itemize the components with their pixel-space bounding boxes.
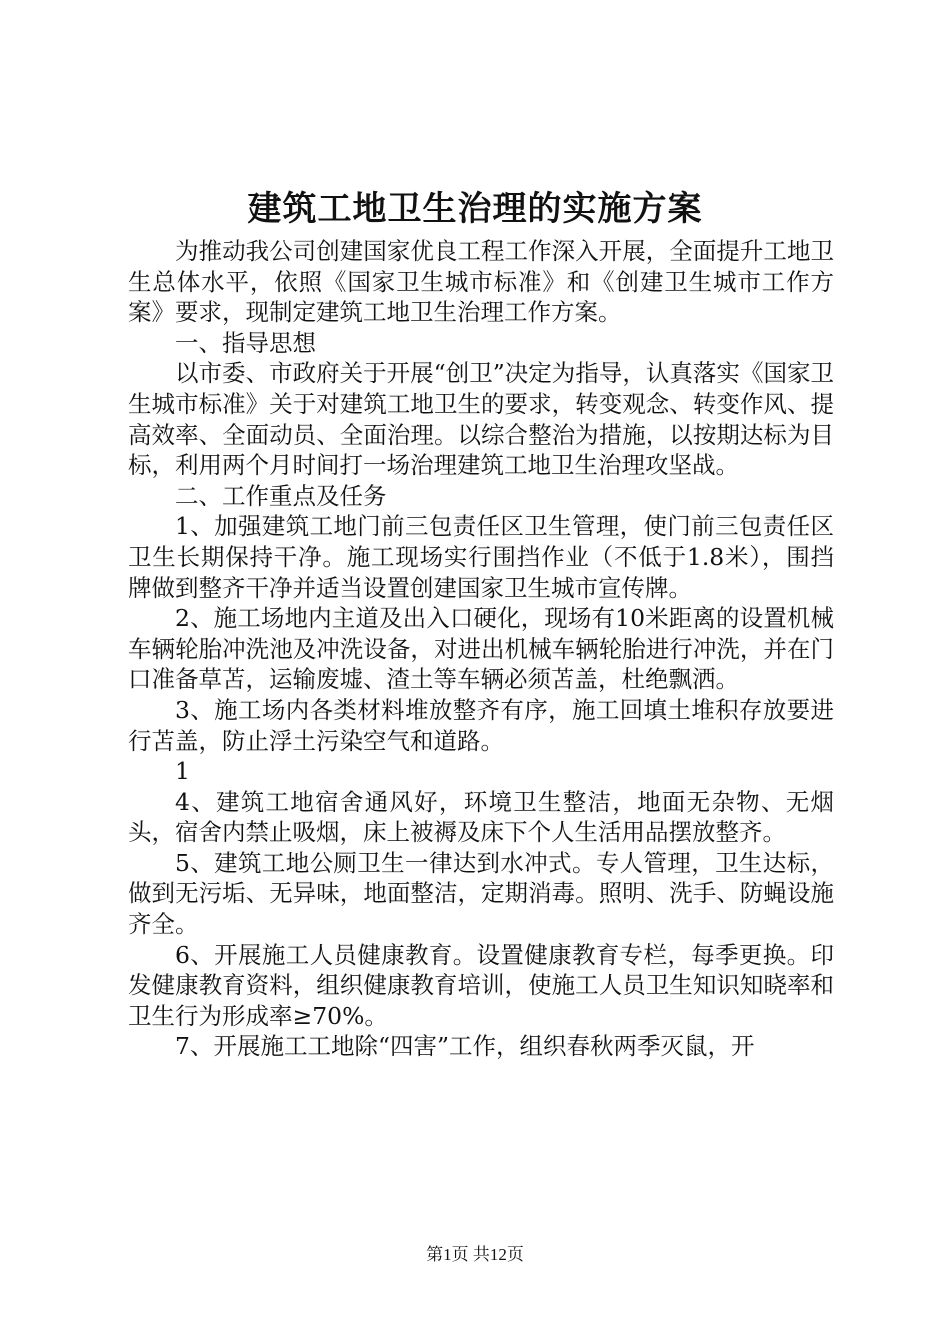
guiding-ideology-paragraph: 以市委、市政府关于开展“创卫”决定为指导，认真落实《国家卫生城市标准》关于对建筑工地卫生的要求，转变观念、转变作风、提高效率、全面动员、全面治理。以综合整治为措施，以按期达标为目标，利用两个月时间打一场治理建筑工地卫生治理攻坚战。 — [128, 359, 834, 480]
task-item-4: 4、建筑工地宿舍通风好，环境卫生整洁，地面无杂物、无烟头，宿舍内禁止吸烟，床上被褥及床下个人生活用品摆放整齐。 — [128, 787, 834, 847]
task-item-3: 3、施工场内各类材料堆放整齐有序，施工回填土堆积存放要进行苫盖，防止浮土污染空气和道路。 — [128, 695, 834, 755]
task-item-6: 6、开展施工人员健康教育。设置健康教育专栏，每季更换。印发健康教育资料，组织健康教育培训，使施工人员卫生知识知晓率和卫生行为形成率≥70%。 — [128, 940, 834, 1030]
intro-paragraph: 为推动我公司创建国家优良工程工作深入开展，全面提升工地卫生总体水平，依照《国家卫生城市标准》和《创建卫生城市工作方案》要求，现制定建筑工地卫生治理工作方案。 — [128, 237, 834, 327]
inline-page-number: 1 — [175, 757, 190, 786]
task-item-5: 5、建筑工地公厕卫生一律达到水冲式。专人管理，卫生达标，做到无污垢、无异味，地面整洁，定期消毒。照明、洗手、防蝇设施齐全。 — [128, 848, 834, 939]
task-item-7: 7、开展施工工地除“四害”工作，组织春秋两季灭鼠，开 — [175, 1032, 755, 1061]
task-item-1: 1、加强建筑工地门前三包责任区卫生管理，使门前三包责任区卫生长期保持干净。施工现场实行围挡作业（不低于1.8米），围挡牌做到整齐干净并适当设置创建国家卫生城市宣传牌。 — [128, 512, 834, 602]
document-title: 建筑工地卫生治理的实施方案 — [247, 189, 703, 229]
page-footer: 第1页 共12页 — [426, 1245, 524, 1264]
section-heading-key-tasks: 二、工作重点及任务 — [175, 481, 387, 510]
section-heading-guiding-ideology: 一、指导思想 — [175, 328, 316, 357]
document-body — [128, 236, 834, 1062]
task-item-2: 2、施工场地内主道及出入口硬化，现场有10米距离的设置机械车辆轮胎冲洗池及冲洗设备，对进出机械车辆轮胎进行冲洗，并在门口准备草苫，运输废墟、渣土等车辆必须苫盖，杜绝飘洒。 — [128, 604, 834, 694]
